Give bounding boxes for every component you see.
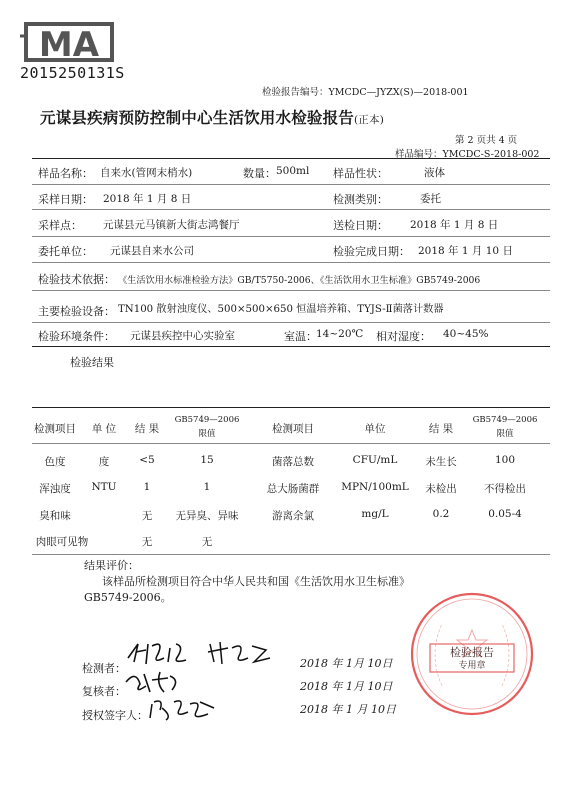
sample-nature-value: 液体	[424, 167, 445, 179]
table-header-border	[32, 443, 550, 444]
conclusion-text: 该样品所检测项目符合中华人民共和国《生活饮用水卫生标准》	[102, 575, 410, 588]
test-type-value: 委托	[420, 193, 441, 205]
cell-unit: NTU	[91, 481, 117, 493]
sample-date-label: 采样日期：	[38, 193, 93, 206]
cell-unit-2: mg/L	[361, 508, 389, 520]
sample-name-label: 样品名称：	[38, 167, 93, 180]
cell-limit: 15	[200, 454, 214, 466]
cell-limit: 无异臭、异味	[175, 510, 239, 522]
authorizer-label: 授权签字人：	[82, 709, 148, 722]
divider	[32, 262, 550, 263]
header-unit-2: 单位	[364, 423, 386, 435]
header-result: 结 果	[134, 423, 160, 435]
send-date-value: 2018 年 1 月 8 日	[410, 219, 499, 231]
client-value: 元谋县自来水公司	[110, 245, 194, 257]
equipment-label: 主要检验设备：	[38, 305, 115, 318]
humidity-label: 相对湿度：	[376, 330, 431, 343]
results-heading: 检验结果	[70, 356, 114, 369]
certificate-number: 2015250131S	[20, 64, 125, 82]
quantity-label: 数量：	[243, 167, 276, 180]
table-bottom-border	[32, 554, 550, 555]
svg-text:MA: MA	[38, 25, 100, 65]
cell-limit-2: 0.05-4	[488, 508, 522, 520]
test-basis-value: 《生活饮用水标准检验方法》GB/T5750-2006、《生活饮用水卫生标准》GB5749-2006	[118, 275, 481, 286]
sample-nature-label: 样品性状：	[333, 167, 388, 180]
humidity-value: 40~45%	[443, 328, 489, 340]
table-top-border	[32, 407, 550, 408]
document-title	[40, 106, 384, 128]
seal-text-line1: 检验报告	[450, 646, 494, 659]
send-date-label: 送检日期：	[333, 219, 388, 232]
divider	[32, 322, 550, 323]
cell-result-2: 未检出	[425, 483, 457, 495]
room-temp-value: 14~20℃	[316, 328, 364, 340]
room-temp-label: 室温：	[284, 330, 317, 343]
divider	[32, 290, 550, 291]
official-seal	[408, 590, 536, 718]
cell-limit: 无	[201, 536, 213, 548]
cell-result-2: 0.2	[432, 508, 450, 520]
divider	[32, 209, 550, 210]
authorize-date: 2018 年 1 月 10日	[300, 703, 396, 716]
cell-item-2: 游离余氯	[272, 510, 314, 522]
report-number-label: 检验报告编号：	[262, 87, 329, 98]
cell-item-2: 总大肠菌群	[266, 483, 320, 495]
page-info: 第 2 页共 4 页	[455, 135, 518, 146]
cell-unit: 度	[98, 456, 110, 468]
cell-result: 无	[141, 536, 153, 548]
seal-text-line2: 专用章	[458, 661, 486, 671]
report-number	[262, 84, 469, 98]
cell-item-2: 菌落总数	[272, 456, 314, 468]
authorizer-signature	[148, 694, 218, 722]
header-unit: 单 位	[91, 423, 117, 435]
cell-result-2: 未生长	[425, 456, 457, 468]
ma-certification-logo	[20, 18, 118, 68]
cell-result: 1	[143, 481, 151, 493]
completion-date-label: 检验完成日期：	[333, 245, 410, 258]
divider	[32, 158, 550, 159]
sample-date-value: 2018 年 1 月 8 日	[103, 193, 192, 205]
cell-item: 浑浊度	[39, 483, 71, 495]
review-date: 2018 年 1月 10日	[300, 680, 393, 693]
reviewer-label: 复核者：	[82, 685, 126, 698]
sampling-location-label: 采样点：	[38, 219, 82, 232]
cell-unit-2: CFU/mL	[352, 454, 398, 466]
test-type-label: 检测类别：	[333, 193, 388, 206]
completion-date-value: 2018 年 1 月 10 日	[418, 245, 513, 257]
report-number-value: YMCDC—JYZX(S)—2018-001	[328, 87, 469, 98]
divider	[32, 346, 550, 347]
environment-value: 元谋县疾控中心实验室	[130, 330, 235, 342]
header-limit: 限值	[198, 429, 216, 439]
quantity-value: 500ml	[276, 165, 310, 177]
reviewer-signature	[124, 668, 184, 696]
divider	[32, 236, 550, 237]
header-item: 检测项目	[34, 423, 76, 435]
header-item-2: 检测项目	[272, 423, 314, 435]
cell-limit: 1	[203, 481, 211, 493]
conclusion-text-cont: GB5749-2006。	[84, 591, 172, 604]
header-standard-2: GB5749—2006	[472, 415, 538, 425]
header-result-2: 结 果	[428, 423, 454, 435]
cell-limit-2: 不得检出	[484, 483, 526, 495]
tester-signature	[124, 636, 284, 668]
cell-result: <5	[139, 454, 155, 466]
tester-label: 检测者：	[82, 662, 126, 675]
cell-item: 臭和味	[39, 510, 71, 522]
cell-item: 色度	[44, 456, 66, 468]
client-label: 委托单位：	[38, 245, 93, 258]
test-date: 2018 年 1月 10日	[300, 657, 393, 670]
sample-number-value: YMCDC-S-2018-002	[442, 149, 540, 160]
environment-label: 检验环境条件：	[38, 330, 115, 343]
test-basis-label: 检验技术依据：	[38, 273, 115, 286]
sample-name-value: 自来水(管网末梢水)	[100, 167, 193, 179]
sample-number-label: 样品编号：	[395, 149, 443, 160]
title-text: 元谋县疾病预防控制中心生活饮用水检验报告	[40, 108, 355, 127]
cell-unit-2: MPN/100mL	[341, 481, 409, 493]
conclusion-label: 结果评价：	[84, 559, 139, 572]
equipment-value: TN100 散射浊度仪、500×500×650 恒温培养箱、TYJS-Ⅱ菌落计数器	[118, 304, 444, 315]
cell-result: 无	[141, 510, 153, 522]
header-limit-2: 限值	[496, 429, 514, 439]
sampling-location-value: 元谋县元马镇新大街志鸿餐厅	[103, 219, 240, 231]
cell-item: 肉眼可见物	[35, 536, 89, 548]
cell-limit-2: 100	[494, 454, 516, 466]
title-suffix: (正本)	[354, 114, 385, 126]
divider	[32, 184, 550, 185]
header-standard: GB5749—2006	[174, 415, 240, 425]
